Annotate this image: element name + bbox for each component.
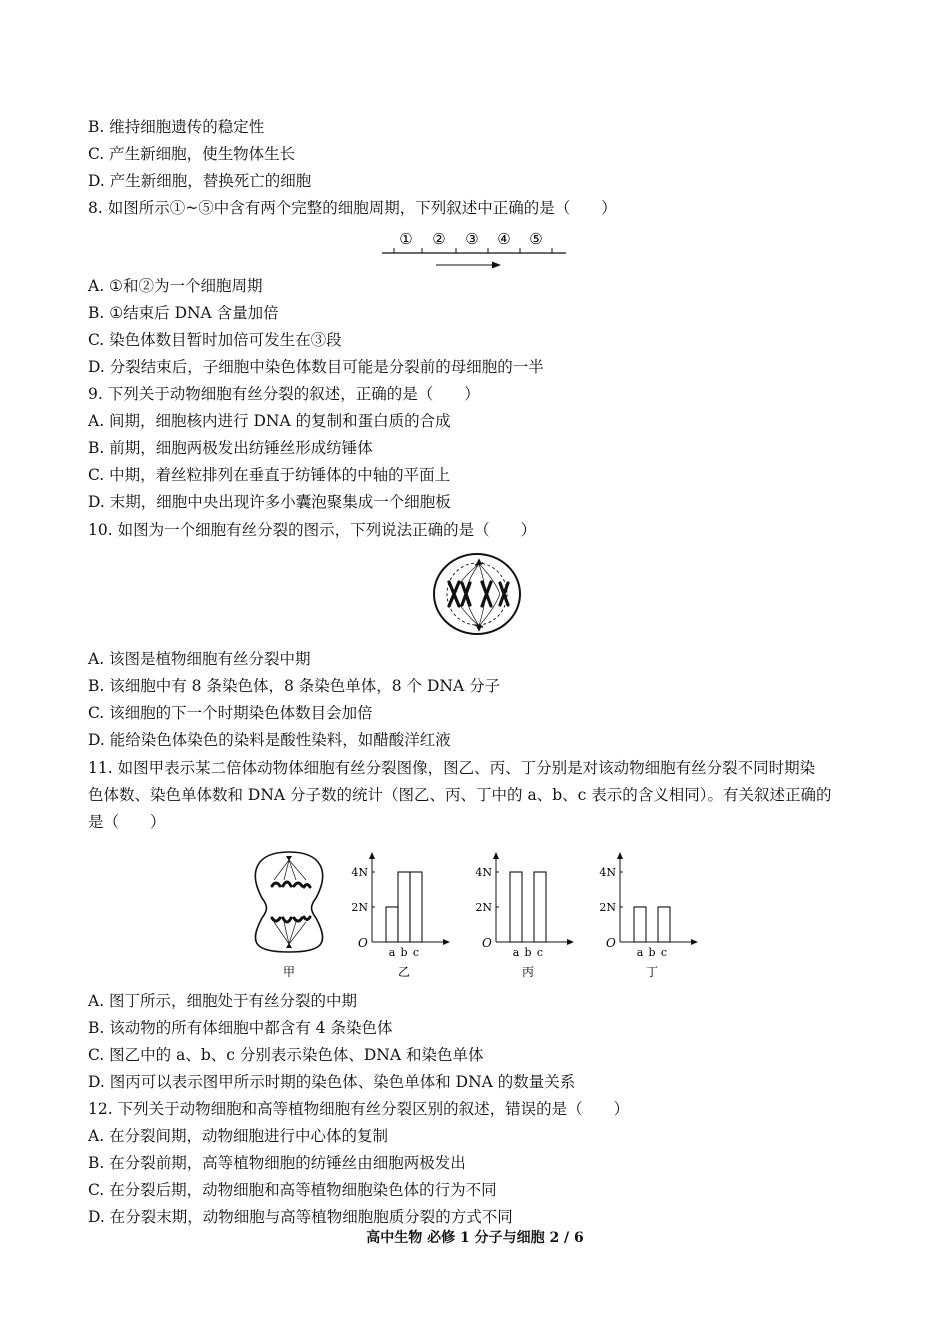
cell-cycle-line-figure bbox=[380, 228, 570, 270]
q8-option-a: A. ①和②为一个细胞周期 bbox=[88, 277, 263, 295]
q7-option-c: C. 产生新细胞，使生物体生长 bbox=[88, 145, 296, 163]
centrosome-top bbox=[286, 856, 292, 861]
y-tick-label: 2N bbox=[475, 901, 492, 914]
bar-a bbox=[510, 872, 522, 942]
q11-figure bbox=[244, 848, 714, 982]
q10-option-d: D. 能给染色体染色的染料是酸性染料，如醋酸洋红液 bbox=[88, 731, 451, 749]
fig-jia-label: 甲 bbox=[282, 965, 296, 979]
chromosomes-upper bbox=[272, 882, 310, 887]
q12-option-d: D. 在分裂末期，动物细胞与高等植物细胞胞质分裂的方式不同 bbox=[88, 1208, 513, 1226]
q9-option-a: A. 间期，细胞核内进行 DNA 的复制和蛋白质的合成 bbox=[88, 412, 451, 430]
q9-option-c: C. 中期，着丝粒排列在垂直于纺锤体的中轴的平面上 bbox=[88, 466, 451, 484]
bar-c bbox=[534, 872, 546, 942]
category-label-b: b bbox=[400, 946, 408, 959]
cycle-label-4: ④ bbox=[497, 230, 511, 248]
direction-arrow-head bbox=[492, 262, 501, 269]
bar-a bbox=[386, 907, 398, 942]
cycle-label-1: ① bbox=[399, 230, 413, 248]
category-label-a: a bbox=[388, 946, 396, 959]
q9-option-b: B. 前期，细胞两极发出纺锤丝形成纺锤体 bbox=[88, 439, 373, 457]
spindle-lower bbox=[274, 922, 306, 944]
cycle-label-2: ② bbox=[432, 230, 446, 248]
q8-stem: 8. 如图所示①~⑤中含有两个完整的细胞周期，下列叙述中正确的是（ ） bbox=[88, 199, 617, 217]
q7-option-d: D. 产生新细胞，替换死亡的细胞 bbox=[88, 172, 312, 190]
chart-panel-yi bbox=[351, 852, 450, 979]
bar-b bbox=[398, 872, 410, 942]
q10-option-a: A. 该图是植物细胞有丝分裂中期 bbox=[88, 650, 311, 668]
centrosome-top bbox=[475, 560, 483, 565]
q11-stem-line-2: 色体数、染色单体数和 DNA 分子数的统计（图乙、丙、丁中的 a、b、c 表示的含义相同）。有关叙述正确的 bbox=[88, 786, 832, 804]
q8-option-b: B. ①结束后 DNA 含量加倍 bbox=[88, 304, 279, 322]
origin-label: O bbox=[606, 936, 616, 950]
cell-outline bbox=[255, 852, 322, 952]
spindle-upper bbox=[274, 860, 306, 880]
category-label-c: c bbox=[660, 946, 668, 959]
bar-a bbox=[634, 907, 646, 942]
centrosome-bottom bbox=[286, 943, 292, 948]
y-axis-arrow bbox=[617, 852, 623, 859]
bar-c bbox=[658, 907, 670, 942]
chart-title: 丁 bbox=[645, 965, 659, 979]
spindle-outline bbox=[447, 563, 507, 625]
cycle-label-3: ③ bbox=[465, 230, 479, 248]
category-label-b: b bbox=[648, 946, 656, 959]
spindle-fibers bbox=[454, 564, 500, 626]
centrosome-bottom bbox=[475, 625, 483, 630]
y-tick-label: 4N bbox=[599, 866, 616, 879]
q11-option-b: B. 该动物的所有体细胞中都含有 4 条染色体 bbox=[88, 1019, 393, 1037]
bar-c bbox=[410, 872, 422, 942]
category-label-b: b bbox=[524, 946, 532, 959]
chart-title: 丙 bbox=[521, 965, 535, 979]
q11-stem-line-3: 是（ ） bbox=[88, 813, 166, 831]
origin-label: O bbox=[482, 936, 492, 950]
q12-option-a: A. 在分裂间期，动物细胞进行中心体的复制 bbox=[88, 1127, 389, 1145]
x-axis-arrow bbox=[443, 939, 450, 945]
q11-option-c: C. 图乙中的 a、b、c 分别表示染色体、DNA 和染色单体 bbox=[88, 1046, 484, 1064]
q12-stem: 12. 下列关于动物细胞和高等植物细胞有丝分裂区别的叙述，错误的是（ ） bbox=[88, 1100, 630, 1118]
y-tick-label: 2N bbox=[351, 901, 368, 914]
q12-option-c: C. 在分裂后期，动物细胞和高等植物细胞染色体的行为不同 bbox=[88, 1181, 497, 1199]
q11-stem-line-1: 11. 如图甲表示某二倍体动物体细胞有丝分裂图像，图乙、丙、丁分别是对该动物细胞有丝分裂不同时期染 bbox=[88, 759, 816, 777]
q9-option-d: D. 末期，细胞中央出现许多小囊泡聚集成一个细胞板 bbox=[88, 493, 451, 511]
page-footer: 高中生物 必修 1 分子与细胞 2 / 6 bbox=[366, 1230, 584, 1246]
y-axis-arrow bbox=[369, 852, 375, 859]
category-label-a: a bbox=[512, 946, 520, 959]
q9-stem: 9. 下列关于动物细胞有丝分裂的叙述，正确的是（ ） bbox=[88, 385, 480, 403]
y-tick-label: 4N bbox=[475, 866, 492, 879]
x-axis-arrow bbox=[567, 939, 574, 945]
q10-stem: 10. 如图为一个细胞有丝分裂的图示，下列说法正确的是（ ） bbox=[88, 521, 537, 539]
category-label-a: a bbox=[636, 946, 644, 959]
q10-option-c: C. 该细胞的下一个时期染色体数目会加倍 bbox=[88, 704, 373, 722]
chromosomes-lower bbox=[272, 917, 310, 922]
q8-option-d: D. 分裂结束后，子细胞中染色体数目可能是分裂前的母细胞的一半 bbox=[88, 358, 544, 376]
origin-label: O bbox=[358, 936, 368, 950]
q8-option-c: C. 染色体数目暂时加倍可发生在③段 bbox=[88, 331, 342, 349]
chart-title: 乙 bbox=[397, 965, 411, 979]
chart-panel-bing bbox=[475, 852, 574, 979]
q11-option-a: A. 图丁所示，细胞处于有丝分裂的中期 bbox=[88, 992, 358, 1010]
category-label-c: c bbox=[536, 946, 544, 959]
q7-option-b: B. 维持细胞遗传的稳定性 bbox=[88, 118, 265, 136]
chromosomes bbox=[449, 582, 508, 606]
chart-panel-ding bbox=[599, 852, 698, 979]
cycle-label-5: ⑤ bbox=[529, 230, 543, 248]
q12-option-b: B. 在分裂前期，高等植物细胞的纺锤丝由细胞两极发出 bbox=[88, 1154, 466, 1172]
mitosis-cell-figure bbox=[430, 551, 524, 637]
y-tick-label: 2N bbox=[599, 901, 616, 914]
category-label-c: c bbox=[412, 946, 420, 959]
q10-option-b: B. 该细胞中有 8 条染色体，8 条染色单体，8 个 DNA 分子 bbox=[88, 677, 501, 695]
fig-jia-cell bbox=[255, 852, 322, 979]
q11-option-d: D. 图丙可以表示图甲所示时期的染色体、染色单体和 DNA 的数量关系 bbox=[88, 1073, 576, 1091]
y-tick-label: 4N bbox=[351, 866, 368, 879]
x-axis-arrow bbox=[691, 939, 698, 945]
y-axis-arrow bbox=[493, 852, 499, 859]
